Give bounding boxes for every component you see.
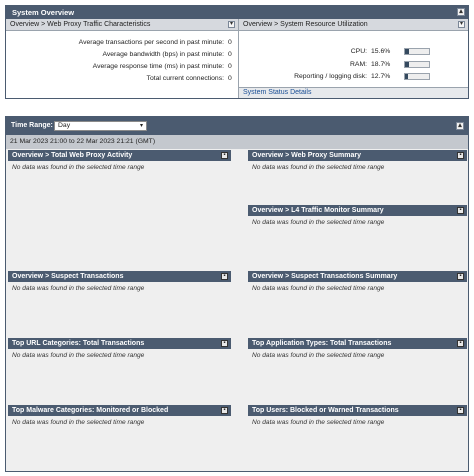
top-application-types-header <box>248 338 467 349</box>
l4-traffic-monitor-summary-title: Overview > L4 Traffic Monitor Summary <box>252 207 384 214</box>
suspect-transactions-summary-menu-button[interactable]: ▪ <box>457 273 464 280</box>
logging-disk-value: 12.7% <box>371 73 391 80</box>
cpu-label: CPU: <box>350 48 367 55</box>
date-range-text: 21 Mar 2023 21:00 to 22 Mar 2023 21:21 (GMT) <box>10 138 156 145</box>
l4-traffic-monitor-summary-header <box>248 205 467 216</box>
avg-response-time-value: 0 <box>228 63 232 70</box>
top-users-title: Top Users: Blocked or Warned Transactions <box>252 407 399 414</box>
top-url-categories-menu-button[interactable]: ▪ <box>221 340 228 347</box>
total-web-proxy-activity-empty-message: No data was found in the selected time range <box>12 164 145 171</box>
resource-utilization-panel-header <box>239 19 468 31</box>
ram-usage-bar <box>404 61 430 68</box>
time-range-select[interactable] <box>54 121 147 131</box>
suspect-transactions-summary-panel <box>248 271 467 331</box>
top-application-types-empty-message: No data was found in the selected time range <box>252 352 385 359</box>
date-range-bar <box>6 135 468 149</box>
total-connections-value: 0 <box>228 75 232 82</box>
web-proxy-summary-title: Overview > Web Proxy Summary <box>252 152 362 159</box>
ram-usage-bar-fill <box>405 62 409 67</box>
logging-disk-label: Reporting / logging disk: <box>294 73 367 80</box>
suspect-transactions-summary-header <box>248 271 467 282</box>
web-proxy-summary-header <box>248 150 467 161</box>
avg-transactions-label: Average transactions per second in past minute: <box>78 39 224 46</box>
resource-utilization-menu-button[interactable]: ▾ <box>459 21 463 27</box>
top-malware-categories-menu-button[interactable]: ▪ <box>221 407 228 414</box>
suspect-transactions-summary-empty-message: No data was found in the selected time range <box>252 285 385 292</box>
top-malware-categories-header <box>8 405 231 416</box>
status-link-bar <box>239 87 468 98</box>
avg-transactions-value: 0 <box>228 39 232 46</box>
web-proxy-traffic-menu-button[interactable]: ▾ <box>229 21 233 27</box>
top-url-categories-title: Top URL Categories: Total Transactions <box>12 340 145 347</box>
top-malware-categories-panel <box>8 405 231 469</box>
avg-response-time-label: Average response time (ms) in past minute: <box>92 63 224 70</box>
time-range-bar <box>6 117 468 135</box>
time-range-select-value: Day <box>58 122 71 129</box>
logging-disk-usage-bar-fill <box>405 74 408 79</box>
suspect-transactions-title: Overview > Suspect Transactions <box>12 273 124 280</box>
cpu-usage-bar-fill <box>405 49 409 54</box>
suspect-transactions-header <box>8 271 231 282</box>
web-proxy-summary-panel <box>248 150 467 202</box>
top-url-categories-header <box>8 338 231 349</box>
chevron-down-icon: ▾ <box>139 123 143 129</box>
resource-utilization-panel <box>239 19 468 98</box>
total-web-proxy-activity-menu-button[interactable]: ▪ <box>221 152 228 159</box>
total-connections-label: Total current connections: <box>146 75 224 82</box>
top-url-categories-panel <box>8 338 231 398</box>
web-proxy-summary-menu-button[interactable]: ▪ <box>457 152 464 159</box>
top-application-types-menu-button[interactable]: ▪ <box>457 340 464 347</box>
l4-traffic-monitor-summary-menu-button[interactable]: ▪ <box>457 207 464 214</box>
top-malware-categories-empty-message: No data was found in the selected time range <box>12 419 145 426</box>
system-overview-title <box>6 6 468 19</box>
logging-disk-usage-bar <box>404 73 430 80</box>
l4-traffic-monitor-summary-empty-message: No data was found in the selected time range <box>252 219 385 226</box>
ram-value: 18.7% <box>371 61 391 68</box>
system-overview-collapse-button[interactable]: ▴ <box>457 8 465 16</box>
avg-bandwidth-value: 0 <box>228 51 232 58</box>
system-status-details-link[interactable]: System Status Details <box>243 89 312 96</box>
suspect-transactions-menu-button[interactable]: ▪ <box>221 273 228 280</box>
top-application-types-title: Top Application Types: Total Transactions <box>252 340 392 347</box>
top-users-empty-message: No data was found in the selected time range <box>252 419 385 426</box>
avg-bandwidth-label: Average bandwidth (bps) in past minute: <box>102 51 224 58</box>
ram-label: RAM: <box>350 61 367 68</box>
suspect-transactions-empty-message: No data was found in the selected time range <box>12 285 145 292</box>
top-users-header <box>248 405 467 416</box>
suspect-transactions-panel <box>8 271 231 331</box>
web-proxy-traffic-panel <box>6 19 239 98</box>
system-overview-section <box>5 5 469 99</box>
l4-traffic-monitor-summary-panel <box>248 205 467 265</box>
report-collapse-button[interactable]: ▴ <box>456 122 464 130</box>
web-proxy-traffic-panel-title: Overview > Web Proxy Traffic Characteristics <box>10 21 151 28</box>
top-users-panel <box>248 405 467 469</box>
top-application-types-panel <box>248 338 467 398</box>
time-range-label: Time Range: <box>11 122 53 129</box>
cpu-value: 15.6% <box>371 48 391 55</box>
top-url-categories-empty-message: No data was found in the selected time range <box>12 352 145 359</box>
suspect-transactions-summary-title: Overview > Suspect Transactions Summary <box>252 273 398 280</box>
report-section <box>5 116 469 472</box>
resource-utilization-panel-title: Overview > System Resource Utilization <box>243 21 368 28</box>
total-web-proxy-activity-title: Overview > Total Web Proxy Activity <box>12 152 133 159</box>
cpu-usage-bar <box>404 48 430 55</box>
system-overview-title-text: System Overview <box>12 8 75 17</box>
top-malware-categories-title: Top Malware Categories: Monitored or Blocked <box>12 407 169 414</box>
total-web-proxy-activity-header <box>8 150 231 161</box>
web-proxy-summary-empty-message: No data was found in the selected time range <box>252 164 385 171</box>
web-proxy-traffic-panel-header <box>6 19 238 31</box>
total-web-proxy-activity-panel <box>8 150 231 268</box>
top-users-menu-button[interactable]: ▪ <box>457 407 464 414</box>
